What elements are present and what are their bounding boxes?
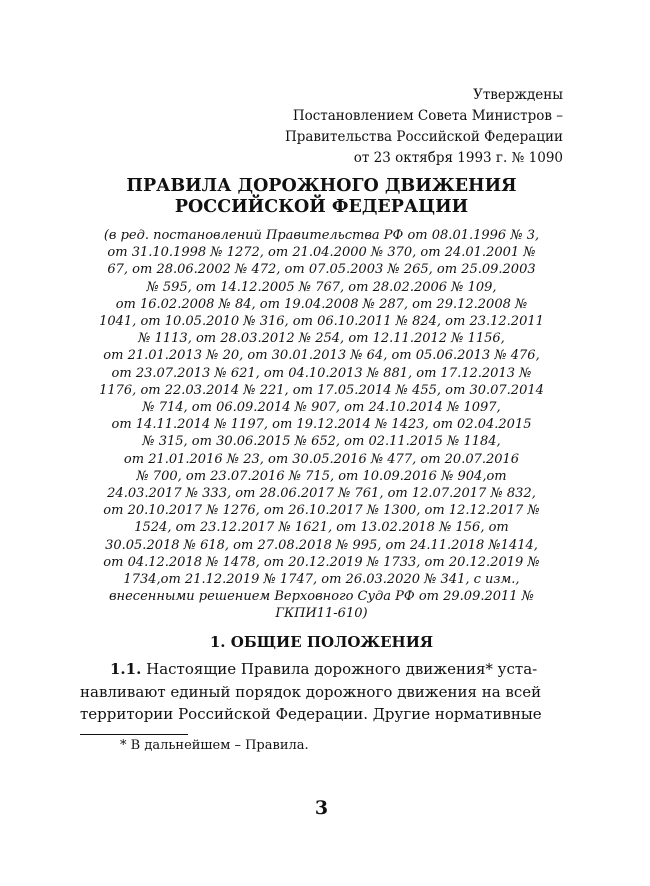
editions-line: 1734,от 21.12.2019 № 1747, от 26.03.2020 № 341, с изм., [123,572,520,588]
editions-line: 30.05.2018 № 618, от 27.08.2018 № 995, от 24.11.2018 №1414, [105,537,538,553]
paragraph-text: навливают единый порядок дорожного движения на всей [80,682,542,701]
document-page [80,0,563,886]
editions-line: от 20.10.2017 № 1276, от 26.10.2017 № 1300, от 12.12.2017 № [103,503,540,519]
approval-line: Постановлением Совета Министров – [292,108,563,124]
paragraph-text: Настоящие Правила дорожного движения* уста- [146,660,538,678]
editions-line: (в ред. постановлений Правительства РФ от 08.01.1996 № 3, [103,228,540,243]
editions-line: от 21.01.2013 № 20, от 30.01.2013 № 64, от 05.06.2013 № 476, [103,348,540,364]
editions-line: от 31.10.1998 № 1272, от 21.04.2000 № 370, от 24.01.2001 № [107,245,536,261]
editions-line: от 21.01.2016 № 23, от 30.05.2016 № 477, от 20.07.2016 [123,451,520,467]
editions-line: № 1113, от 28.03.2012 № 254, от 12.11.2012 № 1156, [138,331,505,347]
editions-line: от 04.12.2018 № 1478, от 20.12.2019 № 1733, от 20.12.2019 № [103,554,540,570]
section-heading: 1. ОБЩИЕ ПОЛОЖЕНИЯ [209,633,434,651]
title-line: ПРАВИЛА ДОРОЖНОГО ДВИЖЕНИЯ [126,176,517,196]
editions-line: № 700, от 23.07.2016 № 715, от 10.09.2016 № 904,от [136,468,507,484]
approval-line: от 23 октября 1993 г. № 1090 [353,150,563,166]
editions-line: № 714, от 06.09.2014 № 907, от 24.10.2014 № 1097, [142,400,501,416]
editions-line: № 595, от 14.12.2005 № 767, от 28.02.2006 № 109, [146,279,497,295]
editions-line: 67, от 28.06.2002 № 472, от 07.05.2003 № 265, от 25.09.2003 [107,262,536,278]
paragraph-line [80,658,563,681]
editions-line: 1524, от 23.12.2017 № 1621, от 13.02.2018 № 156, от [134,520,509,536]
editions-line: № 315, от 30.06.2015 № 652, от 02.11.2015 № 1184, [142,434,501,450]
footnote: * В дальнейшем – Правила. [120,738,309,753]
approval-line: Утверждены [473,87,563,103]
editions-line: 24.03.2017 № 333, от 28.06.2017 № 761, от 12.07.2017 № 832, [107,486,536,502]
editions-line: от 23.07.2013 № 621, от 04.10.2013 № 881, от 17.12.2013 № [111,365,532,381]
approval-line: Правительства Российской Федерации [284,129,563,145]
editions-line: внесенными решением Верховного Суда РФ от 29.09.2011 № [108,589,534,605]
paragraph-1-1 [80,658,563,726]
page-number: 3 [314,797,329,819]
paragraph-line [80,703,563,726]
editions-line: 1176, от 22.03.2014 № 221, от 17.05.2014 № 455, от 30.07.2014 [99,382,544,398]
document-title [80,176,563,218]
approval-block [285,85,563,169]
paragraph-text: территории Российской Федерации. Другие нормативные [80,705,542,723]
editions-line: от 14.11.2014 № 1197, от 19.12.2014 № 1423, от 02.04.2015 [111,417,532,433]
paragraph-line [80,681,563,704]
title-line: РОССИЙСКОЙ ФЕДЕРАЦИИ [174,197,469,217]
paragraph-number: 1.1. [110,660,142,678]
footnote-divider [80,734,188,735]
editions-line: ГКПИ11-610) [275,606,368,622]
paragraph-line-content [110,658,537,681]
editions-line: 1041, от 10.05.2010 № 316, от 06.10.2011 № 824, от 23.12.2011 [99,314,544,330]
editions-line: от 16.02.2008 № 84, от 19.04.2008 № 287, от 29.12.2008 № [115,296,528,312]
editions-block [80,227,563,623]
